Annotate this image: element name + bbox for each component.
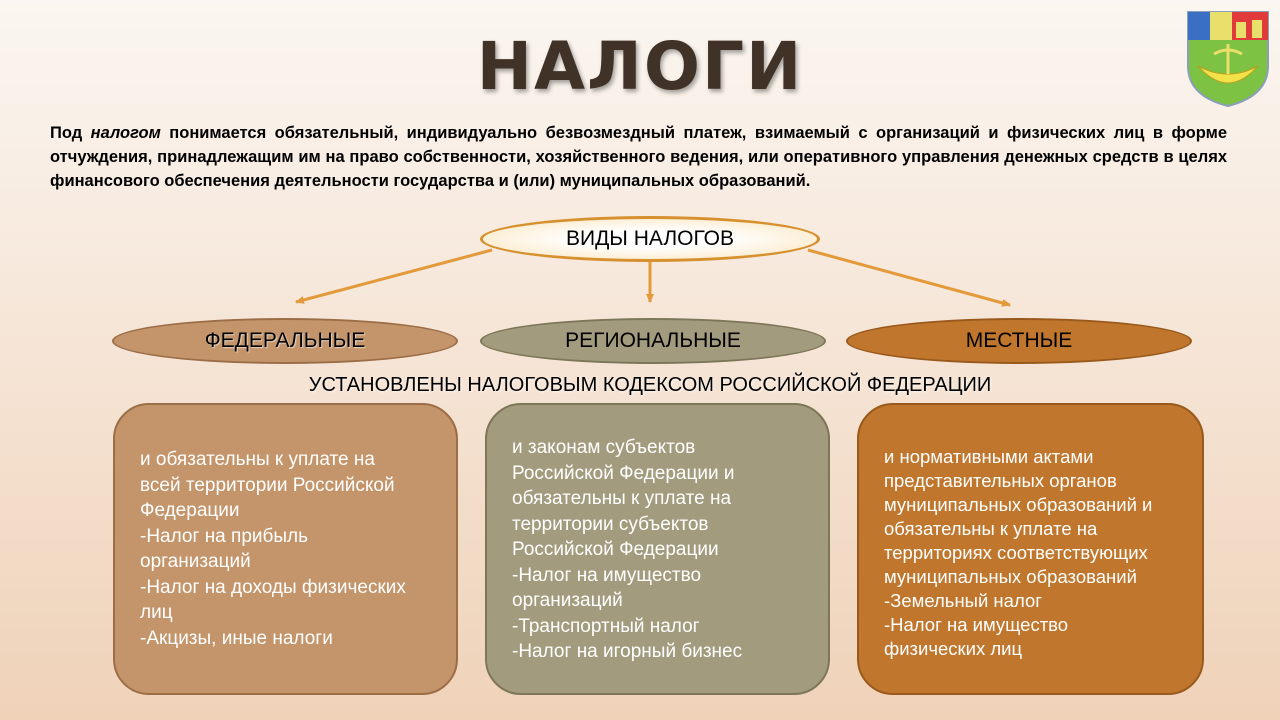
definition-term: налогом: [90, 124, 161, 142]
card-line: -Налог на прибыль: [140, 525, 309, 547]
card-line: Российской Федерации и: [512, 462, 735, 484]
card-line: Российской Федерации: [512, 539, 719, 560]
federal-taxes-node: ФЕДЕРАЛЬНЫЕ: [112, 318, 458, 364]
card-line: муниципальных образований: [884, 566, 1137, 587]
card-line: муниципальных образований и: [884, 494, 1153, 515]
card-line: физических лиц: [884, 638, 1023, 659]
federal-taxes-card: [113, 403, 458, 695]
card-line: обязательны к уплате на: [884, 518, 1098, 539]
card-line: -Налог на имущество: [512, 564, 702, 586]
card-line: и законам субъектов: [512, 437, 696, 458]
card-line: всей территории Российской: [140, 474, 395, 496]
arrow-to-local: [808, 250, 1010, 305]
arrow-to-federal: [296, 250, 492, 302]
regional-taxes-card: [485, 403, 830, 695]
coat-of-arms-icon: [1184, 8, 1272, 108]
card-line: территориях соответствующих: [884, 542, 1148, 563]
card-line: представительных органов: [884, 470, 1117, 491]
card-line: организаций: [512, 590, 623, 611]
card-line: Федерации: [140, 500, 240, 521]
card-line: и обязательны к уплате на: [140, 449, 375, 470]
card-line: -Акцизы, иные налоги: [140, 627, 333, 649]
card-line: -Налог на имущество: [884, 614, 1069, 635]
tax-types-root-node: ВИДЫ НАЛОГОВ: [480, 216, 820, 262]
card-line: -Налог на игорный бизнес: [512, 641, 743, 662]
card-line: -Транспортный налог: [512, 615, 700, 637]
tax-code-subheading: УСТАНОВЛЕНЫ НАЛОГОВЫМ КОДЕКСОМ РОССИЙСКОЙ ФЕДЕРАЦИИ: [308, 374, 992, 396]
local-taxes-node: МЕСТНЫЕ: [846, 318, 1192, 364]
card-line: -Земельный налог: [884, 590, 1042, 611]
card-line: лиц: [140, 602, 173, 623]
page-title: НАЛОГИ: [476, 28, 804, 105]
card-line: территории субъектов: [512, 513, 709, 535]
card-line: -Налог на доходы физических: [140, 576, 406, 598]
card-line: организаций: [140, 551, 251, 572]
regional-taxes-node: РЕГИОНАЛЬНЫЕ: [480, 318, 826, 364]
card-line: и нормативными актами: [884, 446, 1094, 467]
card-line: обязательны к уплате на: [512, 488, 732, 509]
tax-definition: Под налогом понимается обязательный, индивидуально безвозмездный платеж, взимаемый с организаций и физических лиц в форме отчуждения, принадлежащим им на право собственности, хозяйственного ведения, или оперативного управления денежных средств в целях финансового обеспечения деятельности государства и (или) муниципальных образований.: [50, 124, 1227, 190]
local-taxes-card: [857, 403, 1204, 695]
